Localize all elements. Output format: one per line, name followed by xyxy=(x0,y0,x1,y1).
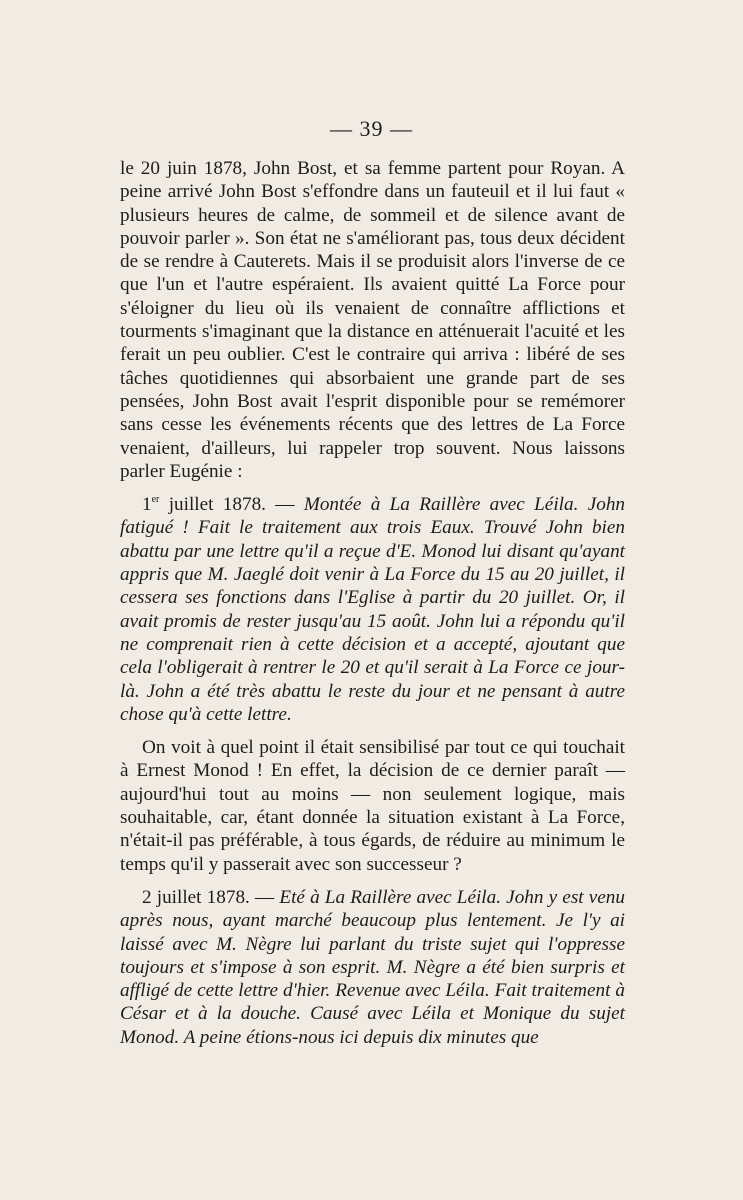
entry-day-suffix: er xyxy=(151,494,160,506)
entry-date: juillet 1878. — xyxy=(159,494,304,516)
diary-entry-july-2 xyxy=(120,886,625,1049)
entry-text: Eté à La Raillère avec Léila. John y est venu après nous, ayant marché beaucoup plus lentement. Je l'y ai laissé avec M. Nègre lui parlant du triste sujet qui l'oppresse toujours et s'impose à son esprit. M. Nègre a été bien surpris et affligé de cette lettre d'hier. Revenue avec Léila. Fait traitement à César et à la douche. Causé avec Léila et Monique du sujet Monod. A peine étions-nous ici depuis dix minutes que xyxy=(120,886,625,1048)
page-number: — 39 — xyxy=(330,116,413,141)
paragraph-narrative-1: le 20 juin 1878, John Bost, et sa femme partent pour Royan. A peine arrivé John Bost s'effondre dans un fauteuil et il lui faut « plusieurs heures de calme, de sommeil et de silence avant de pouvoir parler ». Son état ne s'améliorant pas, tous deux décident de se rendre à Cauterets. Mais il se produisit alors l'inverse de ce que l'un et l'autre espéraient. Ils avaient quitté La Force pour s'éloigner du lieu où ils venaient de connaître afflictions et tourments s'imaginant que la distance en atténuerait l'acuité et les ferait un peu oublier. C'est le contraire qui arriva : libéré de ses tâches quotidiennes qui absorbaient une grande part de ses pensées, John Bost avait l'esprit disponible pour se remémorer sans cesse les événements récents que des lettres de La Force venaient, d'ailleurs, lui rappeler trop souvent. Nous laissons parler Eugénie : xyxy=(120,158,625,482)
body-text xyxy=(120,157,625,1049)
entry-text: Montée à La Raillère avec Léila. John fatigué ! Fait le traitement aux trois Eaux. Trouvé John bien abattu par une lettre qu'il a reçue d'E. Monod lui disant qu'ayant appris que M. Jaeglé doit venir à La Force du 15 au 20 juillet, il cessera ses fonctions dans l'Eglise à partir du 20 juillet. Or, il avait promis de rester jusqu'au 15 août. John lui a répondu qu'il ne comprenait rien à cette décision et a accepté, ajoutant que cela l'obligerait à rentrer le 20 et qu'il serait à La Force ce jour-là. John a été très abattu le reste du jour et ne pensant à autre chose qu'à cette lettre. xyxy=(120,494,626,725)
diary-entry-july-1 xyxy=(120,493,625,726)
paragraph-narrative-2: On voit à quel point il était sensibilisé par tout ce qui touchait à Ernest Monod ! En effet, la décision de ce dernier paraît — aujourd'hui tout au moins — non seulement logique, mais souhaitable, car, étant donnée la situation existant à La Force, n'était-il pas préférable, à tous égards, de réduire au minimum le temps qu'il y passerait avec son successeur ? xyxy=(120,737,625,875)
entry-date: 2 juillet 1878. — xyxy=(142,886,280,908)
entry-day: 1 xyxy=(142,494,152,516)
